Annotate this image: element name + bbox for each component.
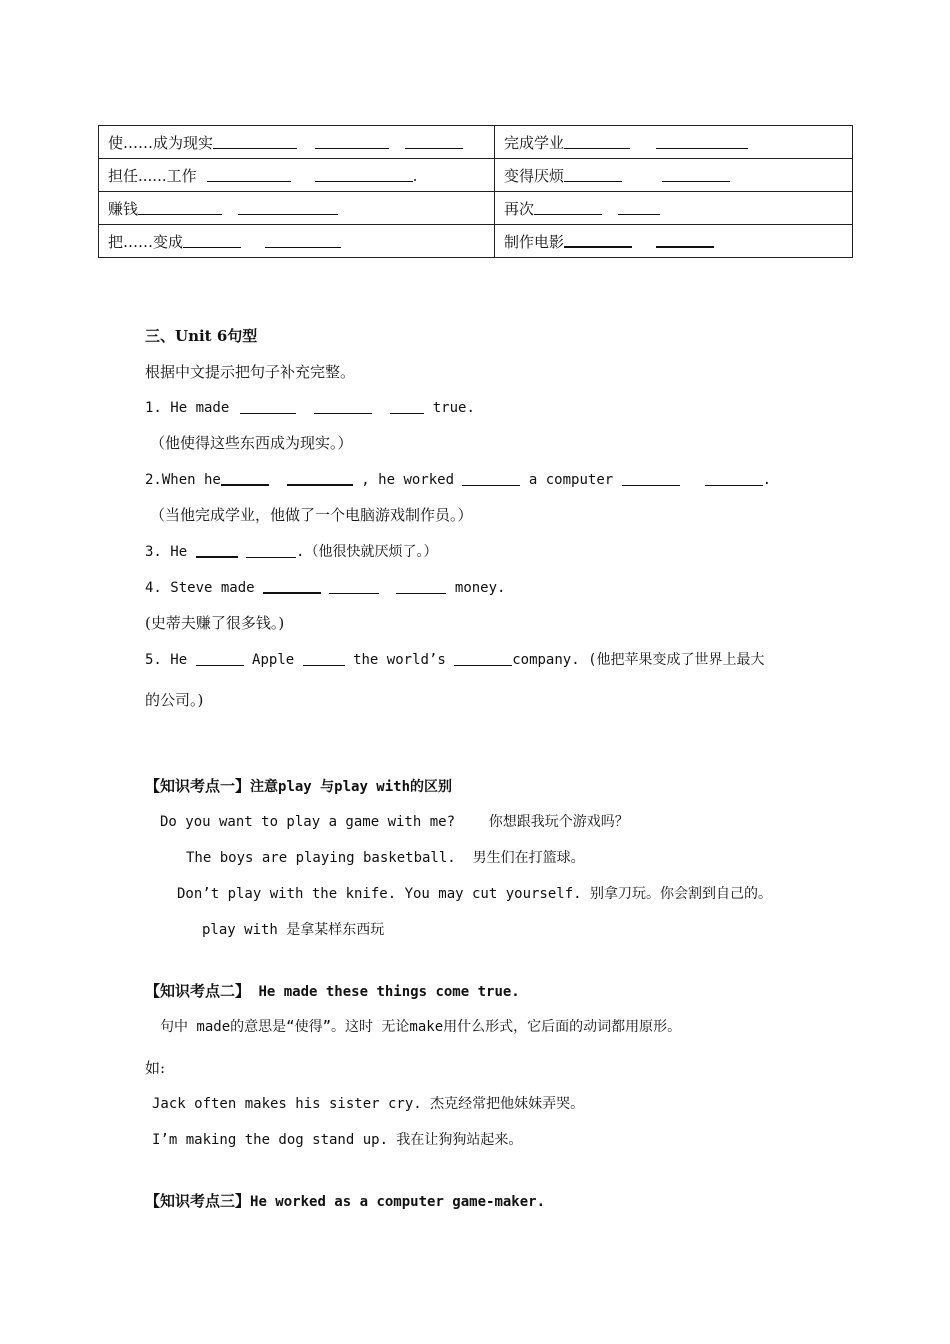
table-cell [99, 225, 495, 258]
answer-blank[interactable] [213, 147, 297, 149]
point1-bracket: 【知识考点一】 [145, 777, 251, 795]
cell-label: 完成学业 [504, 133, 565, 152]
answer-blank[interactable] [183, 246, 241, 248]
answer-blank[interactable] [662, 180, 730, 182]
point2-explanation: 句中 made的意思是“使得”。这时 无论make用什么形式，它后面的动词都用原形。 [160, 1019, 682, 1035]
point2-example-2: I’m making the dog stand up. 我在让狗狗站起来。 [152, 1132, 523, 1148]
answer-blank[interactable] [656, 147, 748, 149]
answer-blank[interactable] [238, 213, 338, 215]
q5-text-c: the world’s [353, 652, 446, 668]
answer-blank[interactable] [138, 213, 222, 215]
answer-blank[interactable] [246, 543, 296, 558]
answer-blank[interactable] [287, 470, 353, 486]
trailing-dot: . [412, 166, 418, 185]
answer-blank[interactable] [263, 578, 321, 594]
answer-blank[interactable] [564, 180, 622, 182]
answer-blank[interactable] [303, 651, 345, 666]
answer-blank[interactable] [390, 399, 424, 414]
q5-text-b: Apple [252, 652, 295, 668]
answer-blank[interactable] [656, 245, 714, 248]
q3-end: .（他很快就厌烦了。） [296, 544, 438, 560]
answer-blank[interactable] [329, 579, 379, 594]
question-5 [145, 650, 765, 670]
table-cell [495, 192, 853, 225]
point2-title: He made these things come true. [250, 984, 520, 1000]
q4-text: 4. Steve made [145, 580, 255, 596]
question-3 [145, 542, 437, 562]
table-row [99, 225, 853, 258]
q2-hint: （当他完成学业，他做了一个电脑游戏制作员。） [150, 506, 473, 524]
answer-blank[interactable] [534, 213, 602, 215]
answer-blank[interactable] [315, 180, 413, 182]
q3-text: 3. He [145, 544, 188, 560]
q4-end: money. [454, 580, 506, 596]
cell-label: 变得厌烦 [504, 166, 565, 185]
question-4 [145, 578, 505, 598]
question-1 [145, 398, 475, 418]
q2-text-c: a computer [528, 472, 614, 488]
answer-blank[interactable] [196, 542, 238, 558]
cell-label: 把……变成 [108, 232, 184, 251]
point2-bracket: 【知识考点二】 [145, 982, 251, 1000]
cell-label: 使……成为现实 [108, 133, 214, 152]
answer-blank[interactable] [207, 180, 291, 182]
table-cell [99, 126, 495, 159]
table-row [99, 159, 853, 192]
point3-title: He worked as a computer game-maker. [250, 1194, 546, 1210]
question-2 [145, 470, 771, 490]
q5-text: 5. He [145, 652, 188, 668]
answer-blank[interactable] [454, 651, 512, 666]
point2-example-1: Jack often makes his sister cry. 杰克经常把他妹妹弄哭。 [152, 1096, 585, 1112]
cell-label: 赚钱 [108, 199, 139, 218]
table-cell [99, 159, 495, 192]
answer-blank[interactable] [396, 579, 446, 594]
cell-label: 制作电影 [504, 232, 565, 251]
answer-blank[interactable] [314, 399, 372, 414]
point2-heading [145, 981, 520, 1002]
q2-text-b: , he worked [361, 472, 455, 488]
q1-hint: （他使得这些东西成为现实。） [150, 434, 353, 452]
q1-end: true. [432, 400, 475, 416]
answer-blank[interactable] [564, 147, 630, 149]
point3-bracket: 【知识考点三】 [145, 1192, 251, 1210]
point3-heading [145, 1191, 545, 1212]
q1-text: 1. He made [145, 400, 230, 416]
q5-continuation: 的公司。) [145, 691, 204, 709]
q2-end: . [762, 472, 772, 488]
point1-note: play with 是拿某样东西玩 [202, 922, 385, 938]
answer-blank[interactable] [315, 147, 389, 149]
q5-end: company. (他把苹果变成了世界上最大 [512, 652, 765, 668]
answer-blank[interactable] [462, 471, 520, 486]
answer-blank[interactable] [265, 246, 341, 248]
point1-example-2: The boys are playing basketball. 男生们在打篮球。 [186, 850, 585, 866]
table-row [99, 192, 853, 225]
q4-hint: (史蒂夫赚了很多钱。) [145, 614, 285, 632]
cell-label: 再次 [504, 199, 535, 218]
point1-example-3: Don’t play with the knife. You may cut yourself. 别拿刀玩。你会割到自己的。 [177, 886, 773, 902]
answer-blank[interactable] [405, 147, 463, 149]
point1-example-1: Do you want to play a game with me? 你想跟我玩个游戏吗？ [160, 814, 629, 830]
table-row [99, 126, 853, 159]
table-cell [495, 126, 853, 159]
answer-blank[interactable] [564, 245, 632, 248]
point2-ru: 如: [145, 1059, 166, 1077]
answer-blank[interactable] [618, 213, 660, 215]
table-cell [495, 225, 853, 258]
answer-blank[interactable] [240, 399, 296, 414]
cell-label: 担任......工作 [108, 166, 197, 185]
instruction-text: 根据中文提示把句子补充完整。 [145, 363, 356, 381]
q2-text: 2.When he [145, 472, 221, 488]
answer-blank[interactable] [622, 471, 680, 486]
vocab-table [98, 125, 853, 258]
answer-blank[interactable] [705, 471, 763, 486]
point1-title: 注意play 与play with的区别 [250, 779, 453, 795]
answer-blank[interactable] [221, 470, 269, 486]
answer-blank[interactable] [196, 651, 244, 666]
table-cell [495, 159, 853, 192]
table-cell [99, 192, 495, 225]
section-heading: 三、Unit 6句型 [145, 327, 258, 345]
point1-heading [145, 776, 452, 797]
